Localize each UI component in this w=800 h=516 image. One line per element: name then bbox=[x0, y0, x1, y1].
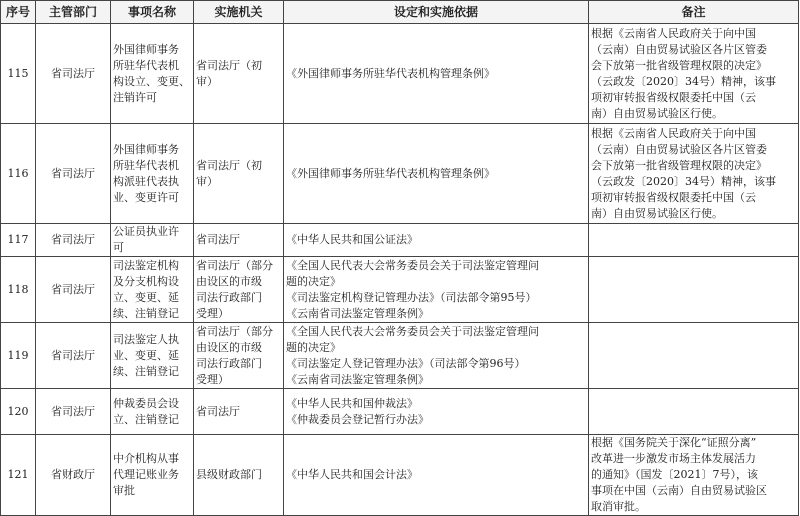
item-name: 外国律师事务 所驻华代表机 构派驻代表执 业、变更许可 bbox=[111, 124, 194, 224]
legal-basis: 《中华人民共和国会计法》 bbox=[284, 435, 589, 516]
header-basis: 设定和实施依据 bbox=[284, 1, 589, 24]
legal-basis: 《全国人民代表大会常务委员会关于司法鉴定管理问 题的决定》 《司法鉴定机构登记管理办法》（司法部令第95号） 《云南省司法鉴定管理条例》 bbox=[284, 257, 589, 323]
remark bbox=[589, 389, 799, 435]
header-agency: 实施机关 bbox=[194, 1, 284, 24]
row-number: 118 bbox=[1, 257, 36, 323]
row-number: 119 bbox=[1, 323, 36, 389]
row-number: 121 bbox=[1, 435, 36, 516]
remark: 根据《云南省人民政府关于向中国 （云南）自由贸易试验区各片区管委 会下放第一批省级管理权限的决定》 （云政发〔2020〕34号）精神，该事 项初审转报省级权限委托中国（云 南）自由贸易试验区行使。 bbox=[589, 24, 799, 124]
implementing-agency: 省司法厅（部分 由设区的市级 司法行政部门 受理） bbox=[194, 257, 284, 323]
legal-basis: 《中华人民共和国公证法》 bbox=[284, 224, 589, 257]
implementing-agency: 省司法厅 bbox=[194, 224, 284, 257]
competent-department: 省司法厅 bbox=[36, 224, 111, 257]
competent-department: 省财政厅 bbox=[36, 435, 111, 516]
competent-department: 省司法厅 bbox=[36, 323, 111, 389]
implementing-agency: 县级财政部门 bbox=[194, 435, 284, 516]
table-row bbox=[1, 389, 799, 435]
implementing-agency: 省司法厅（初 审） bbox=[194, 124, 284, 224]
legal-basis: 《中华人民共和国仲裁法》 《仲裁委员会登记暂行办法》 bbox=[284, 389, 589, 435]
row-number: 117 bbox=[1, 224, 36, 257]
table-row bbox=[1, 124, 799, 224]
header-remark: 备注 bbox=[589, 1, 799, 24]
table-header-row bbox=[1, 1, 799, 24]
remark bbox=[589, 257, 799, 323]
table-row bbox=[1, 224, 799, 257]
row-number: 116 bbox=[1, 124, 36, 224]
item-name: 司法鉴定人执 业、变更、延 续、注销登记 bbox=[111, 323, 194, 389]
implementing-agency: 省司法厅（初 审） bbox=[194, 24, 284, 124]
remark: 根据《云南省人民政府关于向中国 （云南）自由贸易试验区各片区管委 会下放第一批省级管理权限的决定》 （云政发〔2020〕34号）精神，该事 项初审转报省级权限委托中国（云 南）自由贸易试验区行使。 bbox=[589, 124, 799, 224]
row-number: 120 bbox=[1, 389, 36, 435]
header-item: 事项名称 bbox=[111, 1, 194, 24]
table-row bbox=[1, 257, 799, 323]
competent-department: 省司法厅 bbox=[36, 124, 111, 224]
remark bbox=[589, 323, 799, 389]
table-row bbox=[1, 323, 799, 389]
table-row bbox=[1, 435, 799, 516]
item-name: 仲裁委员会设 立、注销登记 bbox=[111, 389, 194, 435]
legal-basis: 《全国人民代表大会常务委员会关于司法鉴定管理问 题的决定》 《司法鉴定人登记管理办法》（司法部令第96号） 《云南省司法鉴定管理条例》 bbox=[284, 323, 589, 389]
remark bbox=[589, 224, 799, 257]
competent-department: 省司法厅 bbox=[36, 257, 111, 323]
legal-basis: 《外国律师事务所驻华代表机构管理条例》 bbox=[284, 24, 589, 124]
remark: 根据《国务院关于深化“证照分离” 改革进一步激发市场主体发展活力 的通知》（国发〔2021〕7号），该 事项在中国（云南）自由贸易试验区 取消审批。 bbox=[589, 435, 799, 516]
row-number: 115 bbox=[1, 24, 36, 124]
implementing-agency: 省司法厅（部分 由设区的市级 司法行政部门 受理） bbox=[194, 323, 284, 389]
header-dept: 主管部门 bbox=[36, 1, 111, 24]
item-name: 中介机构从事 代理记账业务 审批 bbox=[111, 435, 194, 516]
implementing-agency: 省司法厅 bbox=[194, 389, 284, 435]
competent-department: 省司法厅 bbox=[36, 24, 111, 124]
legal-basis: 《外国律师事务所驻华代表机构管理条例》 bbox=[284, 124, 589, 224]
competent-department: 省司法厅 bbox=[36, 389, 111, 435]
item-name: 公证员执业许 可 bbox=[111, 224, 194, 257]
table-row bbox=[1, 24, 799, 124]
header-no: 序号 bbox=[1, 1, 36, 24]
item-name: 司法鉴定机构 及分支机构设 立、变更、延 续、注销登记 bbox=[111, 257, 194, 323]
item-name: 外国律师事务 所驻华代表机 构设立、变更、 注销许可 bbox=[111, 24, 194, 124]
